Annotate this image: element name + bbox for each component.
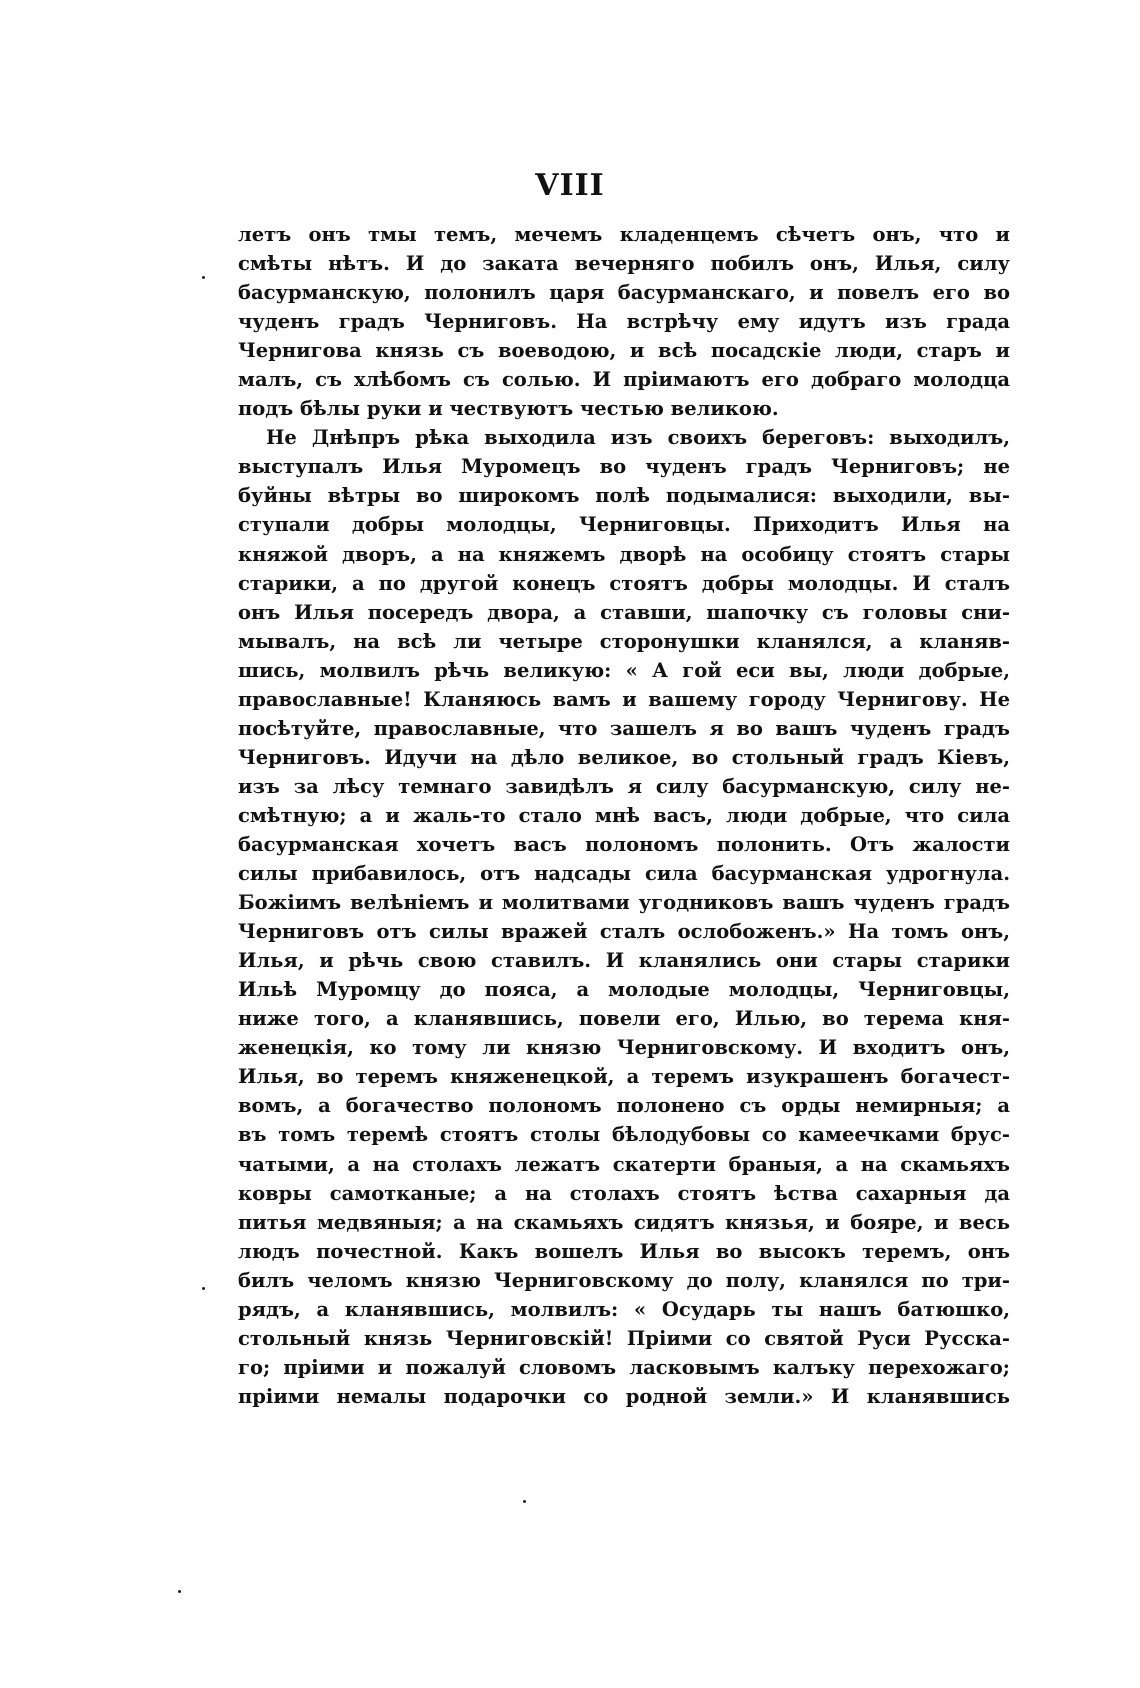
text-line: малъ, съ хлѣбомъ съ солью. И пріимаютъ его добраго молодца	[238, 368, 1010, 392]
text-line: летъ онъ тмы темъ, мечемъ кладенцемъ сѣчетъ онъ, что и	[238, 223, 1010, 246]
text-line: чуденъ градъ Черниговъ. На встрѣчу ему идутъ изъ града	[238, 310, 1010, 334]
paragraph-2	[238, 423, 1010, 1411]
body-text	[238, 220, 1010, 1411]
text-line: силы прибавилось, отъ надсады сила басурманская удрогнула.	[238, 862, 1010, 886]
text-line: чатыми, а на столахъ лежатъ скатерти браныя, а на скамьяхъ	[238, 1152, 1010, 1176]
text-line: въ томъ теремѣ стоятъ столы бѣлодубовы со камеечками брус-	[238, 1123, 1010, 1147]
text-line: смѣтную; а и жаль-то стало мнѣ васъ, люди добрые, что сила	[238, 803, 1010, 827]
text-line: буйны вѣтры во широкомъ полѣ подымалися: выходили, вы-	[238, 484, 1010, 508]
text-line: Черниговъ. Идучи на дѣло великое, во стольный градъ Кіевъ,	[238, 745, 1010, 769]
text-line: ступали добры молодцы, Черниговцы. Приходитъ Илья на	[238, 513, 1010, 537]
text-line: басурманская хочетъ васъ полономъ полонить. Отъ жалости	[238, 832, 1010, 856]
scan-speck	[202, 1287, 205, 1290]
text-line: людъ почестной. Какъ вошелъ Илья во высокъ теремъ, онъ	[238, 1239, 1010, 1263]
text-line: посѣтуйте, православные, что зашелъ я во вашъ чуденъ градъ	[238, 716, 1010, 740]
text-line: пріими немалы подарочки со родной земли.» И кланявшись	[238, 1384, 1010, 1408]
paragraph-1	[238, 220, 1010, 423]
text-line: Не Днѣпръ рѣка выходила изъ своихъ береговъ: выходилъ,	[266, 426, 1010, 450]
text-line: Чернигова князь съ воеводою, и всѣ посадскіе люди, старъ и	[238, 339, 1010, 363]
text-line: Илья, во теремъ княженецкой, а теремъ изукрашенъ богачест-	[238, 1065, 1010, 1089]
text-line: изъ за лѣсу темнаго завидѣлъ я силу басурманскую, силу не-	[238, 774, 1010, 798]
text-line: онъ Илья посередъ двора, а ставши, шапочку съ головы сни-	[238, 600, 1010, 624]
text-line: стольный князь Черниговскій! Пріими со святой Руси Русска-	[238, 1326, 1010, 1350]
text-line: женецкія, ко тому ли князю Черниговскому. И входитъ онъ,	[238, 1036, 1010, 1060]
text-line: старики, а по другой конецъ стоятъ добры молодцы. И сталъ	[238, 571, 1010, 595]
text-line: княжой дворъ, а на княжемъ дворѣ на особицу стоятъ стары	[238, 542, 1010, 566]
text-line: Ильѣ Муромцу до пояса, а молодые молодцы, Черниговцы,	[238, 978, 1010, 1002]
text-line: вомъ, а богачество полономъ полонено съ орды немирныя; а	[238, 1094, 1010, 1118]
page-number: VIII	[535, 168, 605, 203]
text-line: подъ бѣлы руки и чествуютъ честью великою.	[238, 397, 779, 421]
text-line: питья медвяныя; а на скамьяхъ сидятъ князья, и бояре, и весь	[238, 1210, 1010, 1234]
text-line: билъ челомъ князю Черниговскому до полу, кланялся по три-	[238, 1268, 1010, 1292]
text-line: смѣты нѣтъ. И до заката вечерняго побилъ онъ, Илья, силу	[238, 252, 1010, 276]
text-line: ниже того, а кланявшись, повели его, Илью, во терема кня-	[238, 1007, 1010, 1031]
text-line: выступалъ Илья Муромецъ во чуденъ градъ Черниговъ; не	[238, 455, 1010, 479]
text-line: ковры самотканые; а на столахъ стоятъ ѣства сахарныя да	[238, 1181, 1010, 1205]
scan-speck	[202, 276, 205, 279]
text-line: православные! Кланяюсь вамъ и вашему городу Чернигову. Не	[238, 687, 1010, 711]
text-line: Черниговъ отъ силы вражей сталъ ослобоженъ.» На томъ онъ,	[238, 920, 1010, 944]
text-line: рядъ, а кланявшись, молвилъ: « Осударь ты нашъ батюшко,	[238, 1297, 1010, 1321]
text-line: басурманскую, полонилъ царя басурманскаго, и повелъ его во	[238, 281, 1010, 305]
text-line: шись, молвилъ рѣчь великую: « А гой еси вы, люди добрые,	[238, 658, 1010, 682]
text-line: го; пріими и пожалуй словомъ ласковымъ калъку перехожаго;	[238, 1355, 1010, 1379]
text-line: мывалъ, на всѣ ли четыре сторонушки кланялся, а кланяв-	[238, 629, 1010, 653]
text-line: Божіимъ велѣніемъ и молитвами угодниковъ вашъ чуденъ градъ	[238, 891, 1010, 915]
scan-speck	[523, 1500, 526, 1503]
scan-speck	[178, 1590, 181, 1593]
text-line: Илья, и рѣчь свою ставилъ. И кланялись они стары старики	[238, 949, 1010, 973]
